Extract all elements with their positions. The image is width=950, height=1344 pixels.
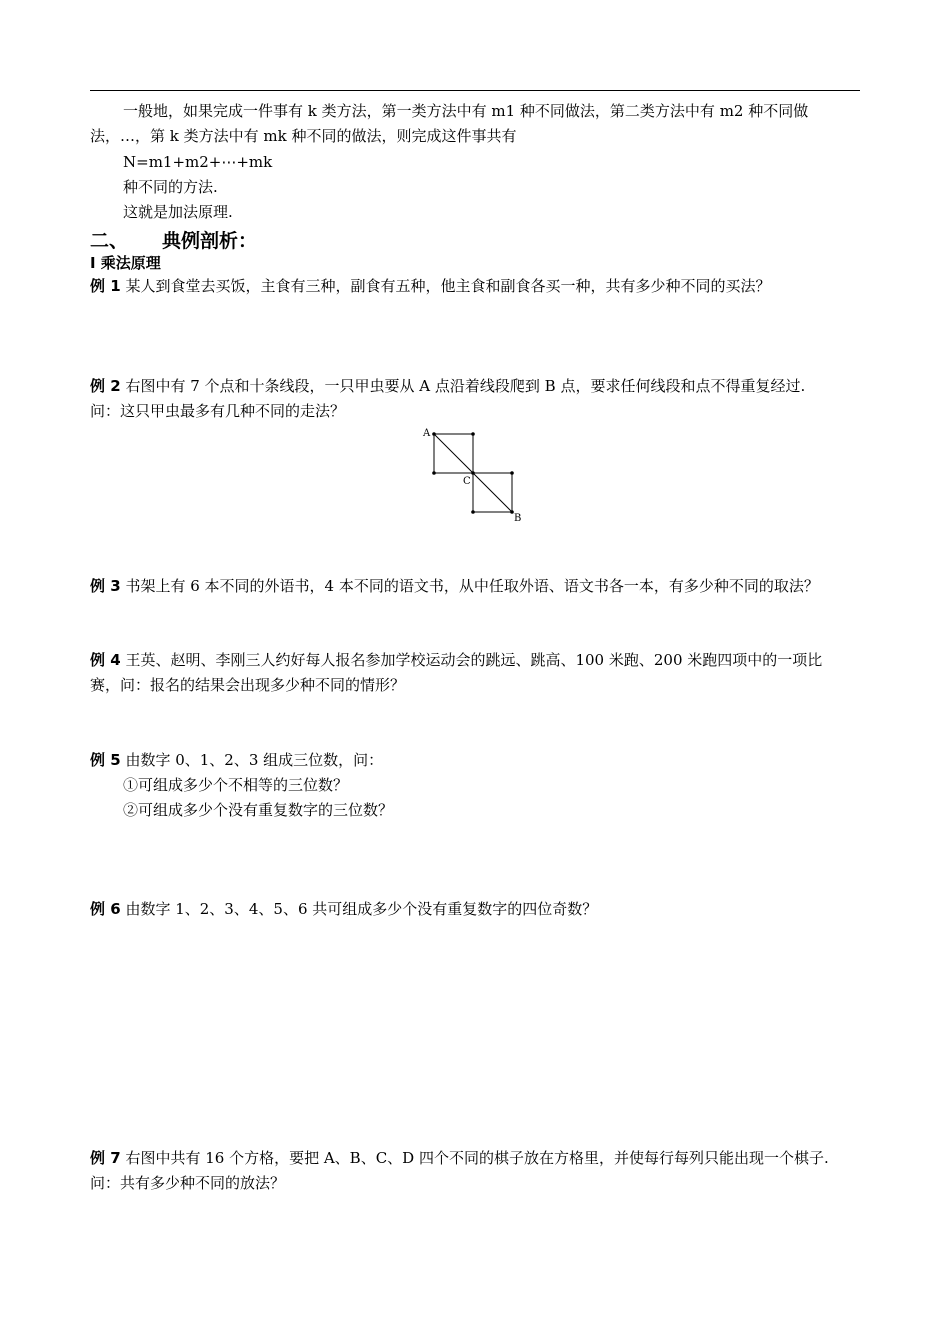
intro-line-3: 种不同的方法. — [123, 178, 218, 196]
point-b-label: B — [514, 513, 522, 524]
example-text: 王英、赵明、李刚三人约好每人报名参加学校运动会的跳远、跳高、100 米跑、200 米跑四项中的一项比 — [125, 651, 823, 669]
example-text: 某人到食堂去买饭，主食有三种，副食有五种，他主食和副食各买一种，共有多少种不同的买法？ — [125, 277, 771, 295]
example-2-line-2: 问：这只甲虫最多有几种不同的走法？ — [90, 402, 346, 420]
example-text: 由数字 0、1、2、3 组成三位数，问： — [125, 751, 384, 769]
example-label: 例 4 — [90, 651, 121, 669]
example-label: 例 6 — [90, 900, 121, 918]
path-figure — [418, 424, 528, 526]
example-2 — [90, 376, 805, 396]
example-5-question-1: ①可组成多少个不相等的三位数？ — [123, 776, 349, 794]
example-7 — [90, 1148, 829, 1168]
example-text: 右图中共有 16 个方格，要把 A、B、C、D 四个不同的棋子放在方格里，并使每行每列只能出现一个棋子. — [125, 1149, 829, 1167]
example-label: 例 5 — [90, 751, 121, 769]
example-label: 例 3 — [90, 577, 121, 595]
section-title: 典例剖析： — [162, 230, 258, 252]
header-rule — [90, 90, 860, 91]
example-text: 右图中有 7 个点和十条线段，一只甲虫要从 A 点沿着线段爬到 B 点，要求任何线段和点不得重复经过. — [125, 377, 806, 395]
example-4-line-2: 赛，问：报名的结果会出现多少种不同的情形？ — [90, 676, 406, 694]
subsection-heading: Ⅰ 乘法原理 — [90, 254, 161, 272]
example-6 — [90, 899, 597, 919]
section-heading — [90, 226, 257, 253]
example-5 — [90, 750, 383, 770]
example-3 — [90, 576, 819, 596]
intro-line-1: 一般地，如果完成一件事有 k 类方法，第一类方法中有 m1 种不同做法，第二类方法中有 m2 种不同做 — [123, 102, 809, 120]
intro-line-4: 这就是加法原理. — [123, 203, 233, 221]
example-1 — [90, 276, 770, 296]
intro-line-2: 法，…，第 k 类方法中有 mk 种不同的做法，则完成这件事共有 — [90, 127, 517, 145]
example-label: 例 1 — [90, 277, 121, 295]
example-label: 例 7 — [90, 1149, 121, 1167]
example-text: 书架上有 6 本不同的外语书，4 本不同的语文书，从中任取外语、语文书各一本，有多少种不同的取法？ — [125, 577, 819, 595]
example-text: 由数字 1、2、3、4、5、6 共可组成多少个没有重复数字的四位奇数？ — [125, 900, 598, 918]
intro-formula: N=m1+m2+⋯+mk — [123, 153, 273, 171]
example-label: 例 2 — [90, 377, 121, 395]
point-c-label: C — [463, 476, 471, 487]
section-number: 二、 — [90, 230, 129, 252]
example-4 — [90, 650, 822, 670]
example-5-question-2: ②可组成多少个没有重复数字的三位数？ — [123, 801, 394, 819]
example-7-line-2: 问：共有多少种不同的放法？ — [90, 1174, 286, 1192]
point-a-label: A — [423, 428, 431, 439]
